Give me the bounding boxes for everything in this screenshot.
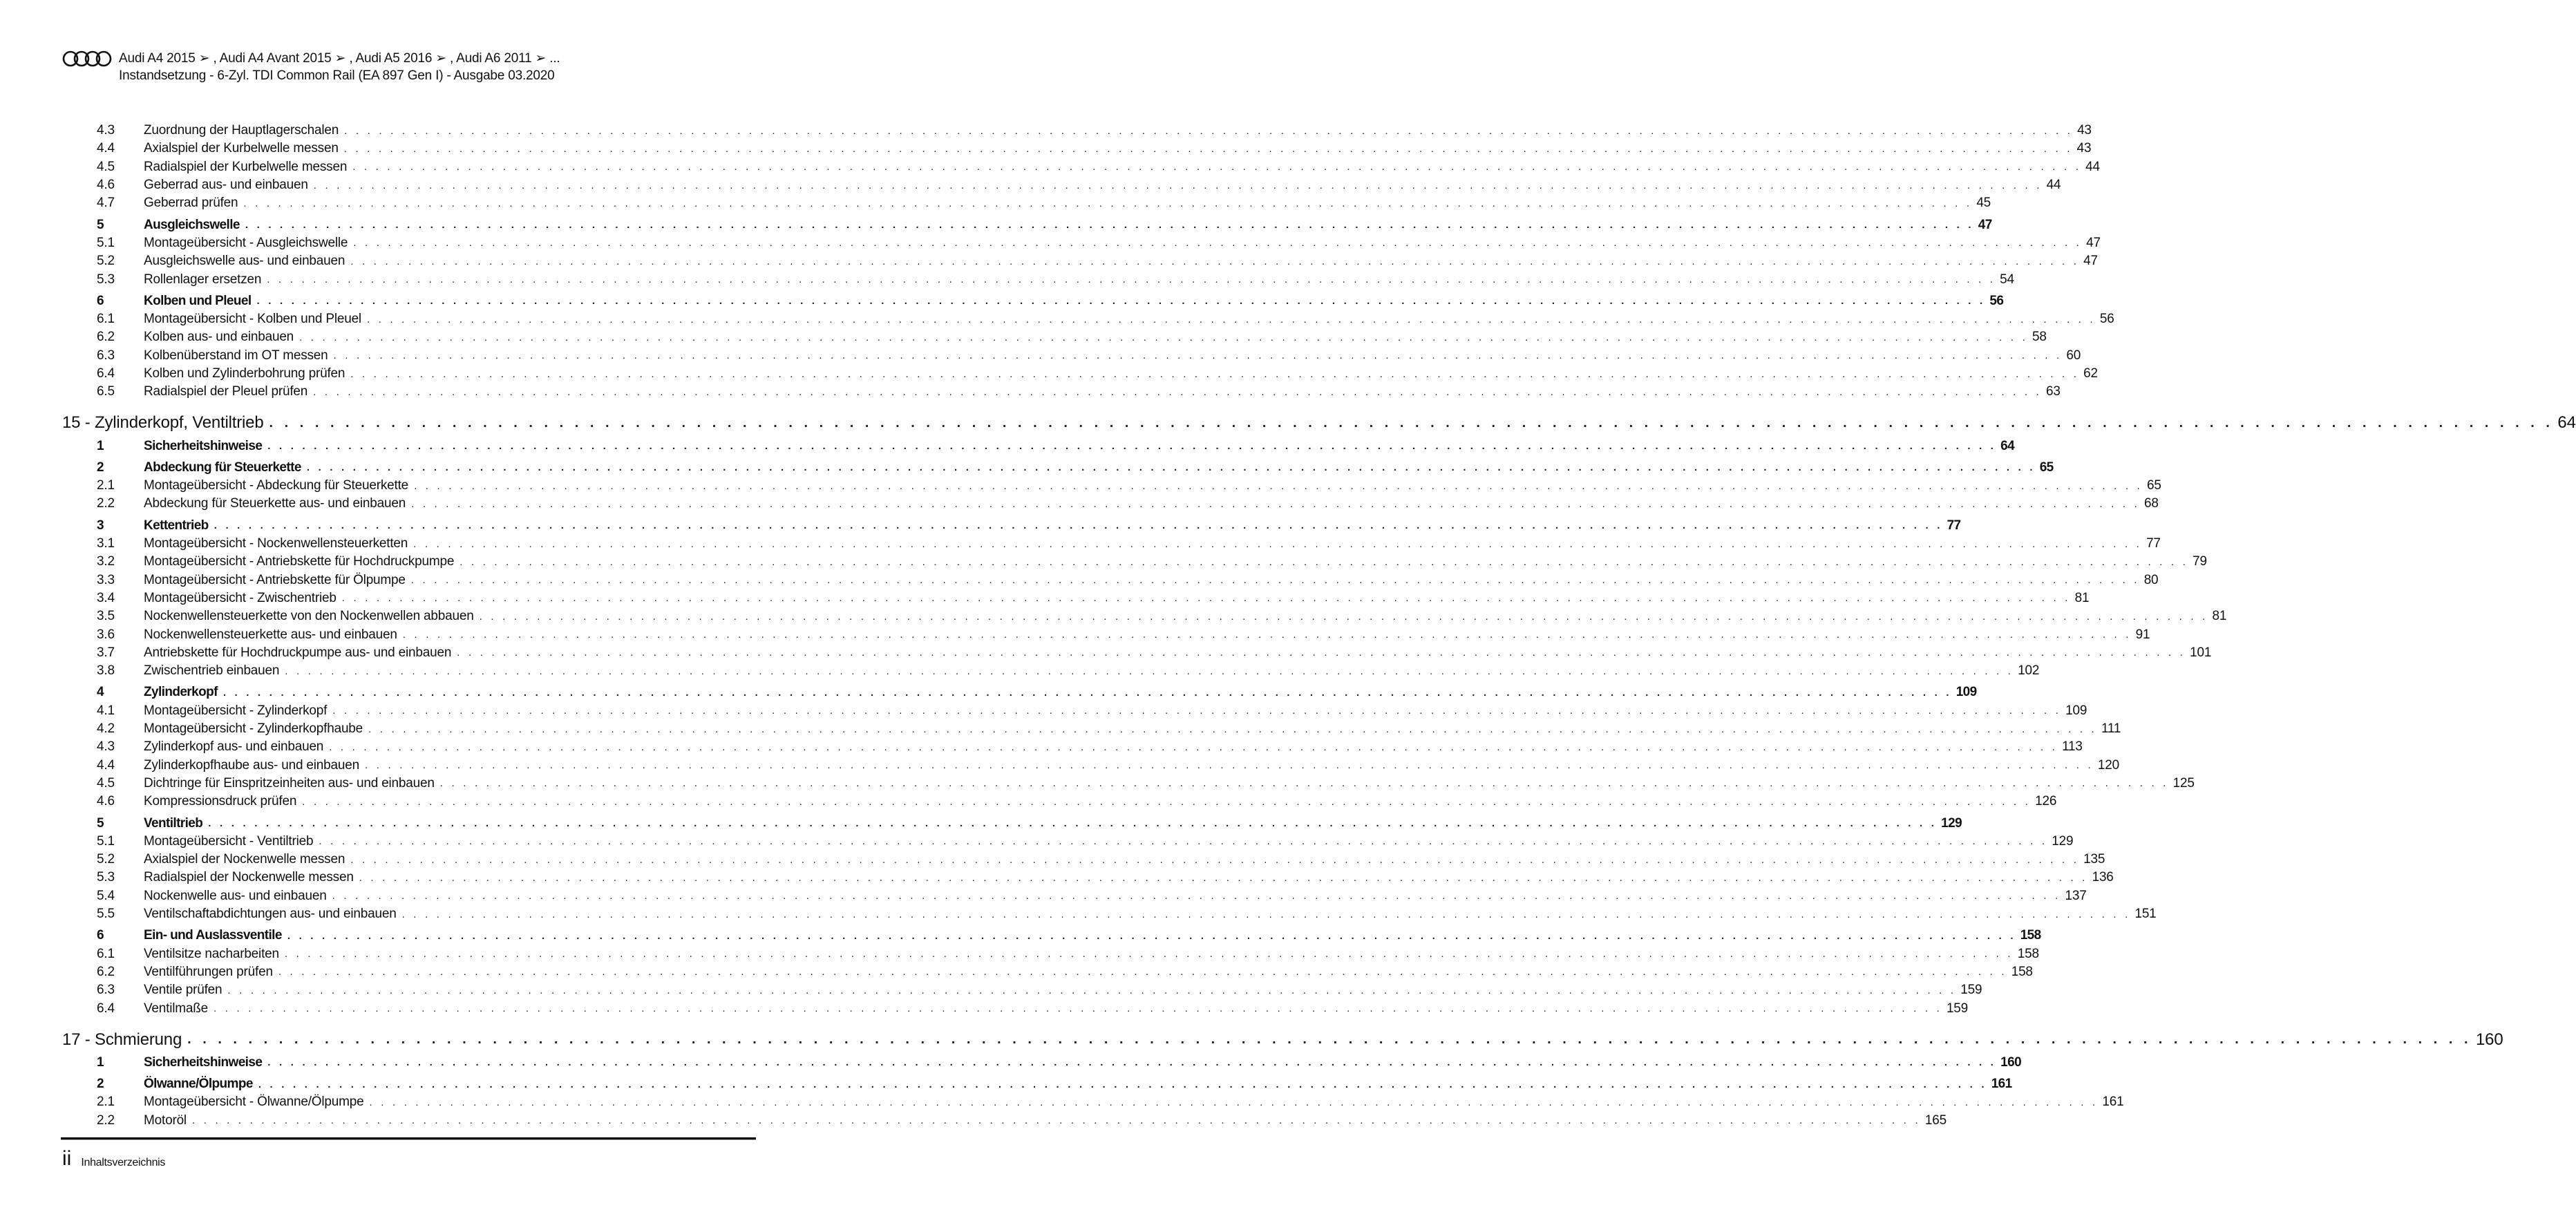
dot-leader: . . . . . . . . . . . . . . . . . . . . . . . . . . . . . . . . . . . . . . . . . . . . . . . . . . . . . . . . . . . . . . . . . . . . . . . . . . . . . . . . . . . . . . . . . . . . . . . . . . . . . . . . . . . . . . . . . . . . . . . . . . . . . . . . . . . . . . . . . . . . . . . . . . . . . . (359, 871, 2088, 884)
toc-entry[interactable] (62, 571, 2159, 589)
dot-leader: . . . . . . . . . . . . . . . . . . . . . . . . . . . . . . . . . . . . . . . . . . . . . . . . . . . . . . . . . . . . . . . . . . . . . . . . . . . . . . . . . . . . . . . . . . . . . . . . . . . . . . . . . . . . . . . . . . . . . . . . . . . . . . . . . . . . . . . . . . . . . . . . . . . . . . (299, 331, 2028, 343)
page-footer (62, 1148, 165, 1169)
entry-page: 81 (2074, 590, 2090, 605)
dot-leader: . . . . . . . . . . . . . . . . . . . . . . . . . . . . . . . . . . . . . . . . . . . . . . . . . . . . . . . . . . . . . . . . . . . . . . . . . . . . . . . . . . . . . . . . . . . . . . . . . . . . . . . . . . . . . . . . . . . . . . . . . . . . . . . . . . . . . . . . . . . . . . . . . . . . . . (413, 538, 2143, 550)
entry-number: 2 (97, 1077, 104, 1092)
dot-leader: . . . . . . . . . . . . . . . . . . . . . . . . . . . . . . . . . . . . . . . . . . . . . . . . . . . . . . . . . . . . . . . . . . . . . . . . . . . . . . . . . . . . . . . . . . . . . . . . . . . . . . . . . . . . . . . . . . . . . . . . . . . . . . . . . . . . . . . . . . . . . . . . . . . . . . (267, 440, 1997, 453)
entry-title: Ventilmaße (144, 1001, 209, 1016)
toc-section[interactable] (62, 927, 2041, 945)
toc-section[interactable] (62, 683, 1977, 701)
entry-title: Ein- und Auslassventile (144, 928, 282, 943)
entry-title: Radialspiel der Kurbelwelle messen (144, 159, 348, 174)
entry-page: 129 (2052, 833, 2074, 849)
dot-leader: . . . . . . . . . . . . . . . . . . . . . . . . . . . . . . . . . . . . . . . . . . . . . . . . . . . . . . . . . . . . . . . . . . . . . . . . . . . . . . . . . . . . . . . . . . . . . . . . . . . . . . . . . . . . . . . . . . . . . . . . . . . . . . . . . . . . . . . . . . . . . . . . . . . . . . (350, 368, 2080, 380)
entry-page: 80 (2143, 572, 2159, 587)
entry-page: 109 (1955, 685, 1977, 700)
page-number: ii (62, 1147, 72, 1170)
toc-entry[interactable] (62, 122, 2092, 140)
dot-leader: . . . . . . . . . . . . . . . . . . . . . . . . . . . . . . . . . . . . . . . . . . . . . . . . . . . . . . . . . . . . . . . . . . . . . . . . . . . . . . . . . . . . . . . . . . . . . . . . . . . . . . . . . . . . . . . . . . . . . . . . . . . . . . . . . . . . . . . . . . . . . . . . . . . . . . (284, 948, 2014, 960)
entry-title: Nockenwellensteuerkette aus- und einbauen (144, 627, 397, 642)
dot-leader: . . . . . . . . . . . . . . . . . . . . . . . . . . . . . . . . . . . . . . . . . . . . . . . . . . . . . . . . . . . . . . . . . . . . . . . . . . . . . . . . . . . . . . . . . . . . . . . . . . . . . . . . . . . . . . . . . . . . . . . . . . . . . . . . . . . . . . . . . . . . . . . . . . . . . . (258, 1078, 1987, 1090)
entry-title: Montageübersicht - Ventiltrieb (144, 833, 314, 849)
entry-page: 43 (2076, 141, 2092, 156)
dot-leader: . . . . . . . . . . . . . . . . . . . . . . . . . . . . . . . . . . . . . . . . . . . . . . . . . . . . . . . . . . . . . . . . . . . . . . . . . . . . . . . . . . . . . . . . . . . . . . . . . . . . . . . . . . . . . . . . . . . . . . . . . . . . . . . . . . . . . . . . . . . . . . . . . . . . . . (319, 835, 2048, 848)
entry-number: 5 (97, 815, 104, 831)
toc-entry[interactable] (62, 833, 2074, 851)
dot-leader: . . . . . . . . . . . . . . . . . . . . . . . . . . . . . . . . . . . . . . . . . . . . . . . . . . . . . . . . . . . . . . . . . . . . . . . . . . . . . . . . . . . . . . . . . . . . . . . . . . . . . . . . . . . . . . . . . . . . . . . . . . . . . . . . . . . . . . . . . . . . . . . . . . . . . . (411, 498, 2140, 510)
toc-entry[interactable] (62, 270, 2014, 288)
toc-entry[interactable] (62, 607, 2227, 625)
toc-entry[interactable] (62, 194, 1991, 212)
toc-entry[interactable] (62, 495, 2159, 513)
entry-title: Ausgleichswelle aus- und einbauen (144, 254, 345, 269)
entry-number: 4.3 (97, 123, 115, 138)
entry-page: 63 (2046, 384, 2061, 399)
entry-number: 6 (97, 293, 104, 308)
toc-section[interactable] (62, 292, 2004, 310)
entry-title: Montageübersicht - Ausgleichswelle (144, 235, 348, 250)
entry-title: Geberrad aus- und einbauen (144, 178, 308, 193)
entry-title: Axialspiel der Kurbelwelle messen (144, 141, 339, 156)
toc-section[interactable] (62, 814, 1962, 832)
entry-number: 2.1 (97, 1095, 115, 1110)
entry-page: 160 (2000, 1054, 2022, 1070)
entry-title: Montageübersicht - Zwischentrieb (144, 590, 337, 605)
toc-section[interactable] (62, 216, 1992, 234)
table-of-contents (62, 122, 2576, 1130)
toc-entry[interactable] (62, 158, 2100, 176)
entry-number: 6 (97, 928, 104, 943)
dot-leader: . . . . . . . . . . . . . . . . . . . . . . . . . . . . . . . . . . . . . . . . . . . . . . . . . . . . . . . . . . . . . . . . . . . . . . . . . . . . . . . . . . . . . . . . . . . . . . . . . . . . . . . . . . . . . . . . . . . . . . . . . . . . . . . . . . . . . . . . . . . . . . . . . . . . . . (457, 647, 2186, 659)
dot-leader: . . . . . . . . . . . . . . . . . . . . . . . . . . . . . . . . . . . . . . . . . . . . . . . . . . . . . . . . . . . . . . . . . . . . . . . . . . . . . . . . . . . . . . . . . . . . . . . . . . . . . . . . . . . . . . . . . . . . . . . . . . . . . . . . . . . . . . . . . . . . . . . . . . . . . . (333, 350, 2063, 362)
dot-leader: . . . . . . . . . . . . . . . . . . . . . . . . . . . . . . . . . . . . . . . . . . . . . . . . . . . . . . . . . . . . . . . . . . . . . . . . . . . . . . . . . . . . . . . . . . . . . . . . . . . . . . . . . . . . . . . . . . . . . . . . . . . . . . . . . . . . . . . . . . . . . . . . . . . . . . (350, 255, 2080, 267)
dot-leader: . . . . . . . . . . . . . . . . . . . . . . . . . . . . . . . . . . . . . . . . . . . . . . . . . . . . . . . . . . . . . . . . . . . . . . . . . . . . . . . . . . . . . . . . . . . . . . . . . . . . . . . . . . . . . . . . . . . . . . . . . . . . . . . . . . . . . . . . . . . . . . . . . . . . . . (245, 219, 1974, 231)
toc-entry[interactable] (62, 535, 2161, 553)
entry-page: 65 (2039, 460, 2054, 475)
entry-title: Montageübersicht - Zylinderkopf (144, 703, 328, 718)
entry-number: 2.2 (97, 1112, 115, 1128)
dot-leader: . . . . . . . . . . . . . . . . . . . . . . . . . . . . . . . . . . . . . . . . . . . . . . . . . . . . . . . . . . . . . . . . . . . . . . . . . . . . . . . . . . . . . . . . . . . . . . . . . . . . . . . . . . . . . . . . . . . . . . . . . . . . . . . . . . . . . . . . . . . . . . . . . . . . . . (479, 610, 2208, 623)
entry-title: Ölwanne/Ölpumpe (144, 1077, 253, 1092)
dot-leader: . . . . . . . . . . . . . . . . . . . . . . . . . . . . . . . . . . . . . . . . . . . . . . . . . . . . . . . . . . . . . . . . . . . . . . . . . . . . . . . . . . . . . . . . . . . . . . . . . . . . . . . . . . . . . . . . . . . . . . . . . . . . . . . . . . . . . . . . . . . . . . . . . . . . . . (187, 1032, 2472, 1048)
entry-title: Sicherheitshinweise (144, 438, 263, 453)
entry-title: Axialspiel der Nockenwelle messen (144, 852, 345, 867)
dot-leader: . . . . . . . . . . . . . . . . . . . . . . . . . . . . . . . . . . . . . . . . . . . . . . . . . . . . . . . . . . . . . . . . . . . . . . . . . . . . . . . . . . . . . . . . . . . . . . . . . . . . . . . . . . . . . . . . . . . . . . . . . . . . . . . . . . . . . . . . . . . . . . . . . . . . . . (350, 853, 2080, 866)
dot-leader: . . . . . . . . . . . . . . . . . . . . . . . . . . . . . . . . . . . . . . . . . . . . . . . . . . . . . . . . . . . . . . . . . . . . . . . . . . . . . . . . . . . . . . . . . . . . . . . . . . . . . . . . . . . . . . . . . . . . . . . . . . . . . . . . . . . . . . . . . . . . . . . . . . . . . . (278, 966, 2007, 978)
entry-number: 6.3 (97, 348, 115, 363)
entry-number: 6.4 (97, 1001, 115, 1016)
entry-page: 47 (2086, 235, 2101, 250)
entry-page: 54 (2000, 272, 2014, 287)
entry-page: 65 (2146, 478, 2161, 493)
entry-page: 60 (2066, 348, 2081, 363)
entry-number: 1 (97, 438, 104, 453)
dot-leader: . . . . . . . . . . . . . . . . . . . . . . . . . . . . . . . . . . . . . . . . . . . . . . . . . . . . . . . . . . . . . . . . . . . . . . . . . . . . . . . . . . . . . . . . . . . . . . . . . . . . . . . . . . . . . . . . . . . . . . . . . . . . . . . . . . . . . . . . . . . . . . . . . . . . . . (306, 462, 2036, 474)
audi-rings-logo (62, 50, 112, 68)
entry-page: 68 (2143, 496, 2159, 511)
dot-leader: . . . . . . . . . . . . . . . . . . . . . . . . . . . . . . . . . . . . . . . . . . . . . . . . . . . . . . . . . . . . . . . . . . . . . . . . . . . . . . . . . . . . . . . . . . . . . . . . . . . . . . . . . . . . . . . . . . . . . . . . . . . . . . . . . . . . . . . . . . . . . . . . . . . . . . (439, 777, 2169, 790)
dot-leader: . . . . . . . . . . . . . . . . . . . . . . . . . . . . . . . . . . . . . . . . . . . . . . . . . . . . . . . . . . . . . . . . . . . . . . . . . . . . . . . . . . . . . . . . . . . . . . . . . . . . . . . . . . . . . . . . . . . . . . . . . . . . . . . . . . . . . . . . . . . . . . . . . . . . . . (329, 741, 2058, 753)
entry-title: Motoröl (144, 1112, 187, 1128)
dot-leader: . . . . . . . . . . . . . . . . . . . . . . . . . . . . . . . . . . . . . . . . . . . . . . . . . . . . . . . . . . . . . . . . . . . . . . . . . . . . . . . . . . . . . . . . . . . . . . . . . . . . . . . . . . . . . . . . . . . . . . . . . . . . . . . . . . . . . . . . . . . . . . . . . . . . . . (341, 592, 2071, 605)
dot-leader: . . . . . . . . . . . . . . . . . . . . . . . . . . . . . . . . . . . . . . . . . . . . . . . . . . . . . . . . . . . . . . . . . . . . . . . . . . . . . . . . . . . . . . . . . . . . . . . . . . . . . . . . . . . . . . . . . . . . . . . . . . . . . . . . . . . . . . . . . . . . . . . . . . . . . . (353, 237, 2083, 249)
entry-title: Montageübersicht - Antriebskette für Ölpumpe (144, 572, 406, 587)
entry-title: Montageübersicht - Nockenwellensteuerketten (144, 536, 408, 551)
toc-chapter[interactable] (62, 413, 2576, 433)
entry-page: 64 (2000, 438, 2015, 453)
dot-leader: . . . . . . . . . . . . . . . . . . . . . . . . . . . . . . . . . . . . . . . . . . . . . . . . . . . . . . . . . . . . . . . . . . . . . . . . . . . . . . . . . . . . . . . . . . . . . . . . . . . . . . . . . . . . . . . . . . . . . . . . . . . . . . . . . . . . . . . . . . . . . . . . . . . . . . (410, 574, 2140, 587)
entry-title: Montageübersicht - Ölwanne/Ölpumpe (144, 1095, 364, 1110)
entry-title: Zuordnung der Hauptlagerschalen (144, 123, 339, 138)
entry-title: Montageübersicht - Abdeckung für Steuerkette (144, 478, 409, 493)
entry-title: Nockenwellensteuerkette von den Nockenwellen abbauen (144, 609, 474, 624)
entry-number: 3.3 (97, 572, 115, 587)
entry-page: 159 (1960, 983, 1982, 998)
toc-entry[interactable] (62, 176, 2061, 194)
dot-leader: . . . . . . . . . . . . . . . . . . . . . . . . . . . . . . . . . . . . . . . . . . . . . . . . . . . . . . . . . . . . . . . . . . . . . . . . . . . . . . . . . . . . . . . . . . . . . . . . . . . . . . . . . . . . . . . . . . . . . . . . . . . . . . . . . . . . . . . . . . . . . . . . . . . . . . (460, 556, 2189, 568)
entry-title: Zwischentrieb einbauen (144, 663, 280, 679)
toc-entry[interactable] (62, 477, 2161, 495)
entry-number: 3 (97, 518, 104, 533)
dot-leader: . . . . . . . . . . . . . . . . . . . . . . . . . . . . . . . . . . . . . . . . . . . . . . . . . . . . . . . . . . . . . . . . . . . . . . . . . . . . . . . . . . . . . . . . . . . . . . . . . . . . . . . . . . . . . . . . . . . . . . . . . . . . . . . . . . . . . . . . . . . . . . . . . . . . . . (369, 1096, 2099, 1108)
entry-page: 44 (2085, 159, 2100, 174)
entry-title: Ventilschaftabdichtungen aus- und einbauen (144, 907, 397, 922)
toc-entry[interactable] (62, 720, 2121, 738)
entry-page: 151 (2134, 907, 2157, 922)
entry-page: 77 (1947, 518, 1961, 533)
dot-leader: . . . . . . . . . . . . . . . . . . . . . . . . . . . . . . . . . . . . . . . . . . . . . . . . . . . . . . . . . . . . . . . . . . . . . . . . . . . . . . . . . . . . . . . . . . . . . . . . . . . . . . . . . . . . . . . . . . . . . . . . . . . . . . . . . . . . . . . . . . . . . . . . . . . . . . (222, 686, 1952, 699)
entry-number: 1 (97, 1054, 104, 1070)
entry-title: 17 - Schmierung (62, 1030, 182, 1049)
entry-page: 44 (2046, 178, 2061, 193)
toc-section[interactable] (62, 437, 2015, 455)
entry-page: 56 (1989, 293, 2004, 308)
toc-entry[interactable] (62, 793, 2057, 811)
entry-number: 6.1 (97, 946, 115, 961)
dot-leader: . . . . . . . . . . . . . . . . . . . . . . . . . . . . . . . . . . . . . . . . . . . . . . . . . . . . . . . . . . . . . . . . . . . . . . . . . . . . . . . . . . . . . . . . . . . . . . . . . . . . . . . . . . . . . . . . . . . . . . . . . . . . . . . . . . . . . . . . . . . . . . . . . . . . . . (214, 520, 1943, 532)
entry-number: 6.2 (97, 964, 115, 979)
dot-leader: . . . . . . . . . . . . . . . . . . . . . . . . . . . . . . . . . . . . . . . . . . . . . . . . . . . . . . . . . . . . . . . . . . . . . . . . . . . . . . . . . . . . . . . . . . . . . . . . . . . . . . . . . . . . . . . . . . . . . . . . . . . . . . . . . . . . . . . . . . . . . . . . . . . . . . (227, 984, 1957, 996)
entry-number: 5.2 (97, 254, 115, 269)
entry-title: Kettentrieb (144, 518, 209, 533)
entry-page: 137 (2065, 888, 2087, 903)
entry-number: 3.2 (97, 554, 115, 569)
entry-number: 5.3 (97, 272, 115, 287)
entry-page: 81 (2212, 609, 2227, 624)
entry-number: 5.1 (97, 833, 115, 849)
entry-number: 3.4 (97, 590, 115, 605)
entry-title: Ventilführungen prüfen (144, 964, 273, 979)
entry-number: 4.4 (97, 757, 115, 773)
entry-page: 136 (2092, 870, 2114, 885)
entry-page: 77 (2146, 536, 2161, 551)
entry-page: 125 (2172, 775, 2195, 790)
entry-page: 120 (2097, 757, 2120, 773)
entry-title: Abdeckung für Steuerkette aus- und einbauen (144, 496, 406, 511)
entry-number: 3.7 (97, 645, 115, 660)
entry-page: 91 (2135, 627, 2150, 642)
dot-leader: . . . . . . . . . . . . . . . . . . . . . . . . . . . . . . . . . . . . . . . . . . . . . . . . . . . . . . . . . . . . . . . . . . . . . . . . . . . . . . . . . . . . . . . . . . . . . . . . . . . . . . . . . . . . . . . . . . . . . . . . . . . . . . . . . . . . . . . . . . . . . . . . . . . . . . (302, 795, 2032, 808)
toc-section[interactable] (62, 517, 1961, 535)
entry-title: Kolben und Pleuel (144, 293, 252, 308)
toc-entry[interactable] (62, 1093, 2124, 1111)
dot-leader: . . . . . . . . . . . . . . . . . . . . . . . . . . . . . . . . . . . . . . . . . . . . . . . . . . . . . . . . . . . . . . . . . . . . . . . . . . . . . . . . . . . . . . . . . . . . . . . . . . . . . . . . . . . . . . . . . . . . . . . . . . . . . . . . . . . . . . . . . . . . . . . . . . . . . . (402, 629, 2132, 641)
entry-page: 79 (2193, 554, 2207, 569)
dot-leader: . . . . . . . . . . . . . . . . . . . . . . . . . . . . . . . . . . . . . . . . . . . . . . . . . . . . . . . . . . . . . . . . . . . . . . . . . . . . . . . . . . . . . . . . . . . . . . . . . . . . . . . . . . . . . . . . . . . . . . . . . . . . . . . . . . . . . . . . . . . . . . . . . . . . . . (332, 705, 2062, 717)
entry-title: Kolben und Zylinderbohrung prüfen (144, 366, 345, 381)
toc-entry[interactable] (62, 702, 2087, 720)
toc-entry[interactable] (62, 234, 2101, 252)
header-subtitle: Instandsetzung - 6-Zyl. TDI Common Rail (EA 897 Gen I) - Ausgabe 03.2020 (119, 68, 555, 83)
dot-leader: . . . . . . . . . . . . . . . . . . . . . . . . . . . . . . . . . . . . . . . . . . . . . . . . . . . . . . . . . . . . . . . . . . . . . . . . . . . . . . . . . . . . . . . . . . . . . . . . . . . . . . . . . . . . . . . . . . . . . . . . . . . . . . . . . . . . . . . . . . . . . . . . . . . . . . (313, 386, 2043, 398)
dot-leader: . . . . . . . . . . . . . . . . . . . . . . . . . . . . . . . . . . . . . . . . . . . . . . . . . . . . . . . . . . . . . . . . . . . . . . . . . . . . . . . . . . . . . . . . . . . . . . . . . . . . . . . . . . . . . . . . . . . . . . . . . . . . . . . . . . . . . . . . . . . . . . . . . . . . . . (368, 723, 2097, 735)
entry-page: 160 (2476, 1030, 2503, 1049)
dot-leader: . . . . . . . . . . . . . . . . . . . . . . . . . . . . . . . . . . . . . . . . . . . . . . . . . . . . . . . . . . . . . . . . . . . . . . . . . . . . . . . . . . . . . . . . . . . . . . . . . . . . . . . . . . . . . . . . . . . . . . . . . . . . . . . . . . . . . . . . . . . . . . . . . . . . . . (344, 124, 2074, 137)
footer-divider (61, 1137, 756, 1140)
entry-page: 64 (2557, 413, 2576, 433)
dot-leader: . . . . . . . . . . . . . . . . . . . . . . . . . . . . . . . . . . . . . . . . . . . . . . . . . . . . . . . . . . . . . . . . . . . . . . . . . . . . . . . . . . . . . . . . . . . . . . . . . . . . . . . . . . . . . . . . . . . . . . . . . . . . . . . . . . . . . . . . . . . . . . . . . . . . . . (256, 295, 1986, 307)
toc-entry[interactable] (62, 252, 2098, 270)
entry-title: Zylinderkopf aus- und einbauen (144, 739, 324, 755)
entry-title: Antriebskette für Hochdruckpumpe aus- und einbauen (144, 645, 452, 660)
entry-number: 6.4 (97, 366, 115, 381)
entry-number: 6.5 (97, 384, 115, 399)
entry-page: 62 (2083, 366, 2098, 381)
entry-number: 6.3 (97, 983, 115, 998)
entry-number: 3.1 (97, 536, 115, 551)
entry-number: 2.1 (97, 478, 115, 493)
entry-page: 159 (1946, 1001, 1969, 1016)
dot-leader: . . . . . . . . . . . . . . . . . . . . . . . . . . . . . . . . . . . . . . . . . . . . . . . . . . . . . . . . . . . . . . . . . . . . . . . . . . . . . . . . . . . . . . . . . . . . . . . . . . . . . . . . . . . . . . . . . . . . . . . . . . . . . . . . . . . . . . . . . . . . . . . . . . . . . . (332, 890, 2061, 902)
entry-number: 6.1 (97, 312, 115, 327)
entry-number: 5.5 (97, 907, 115, 922)
entry-page: 56 (2099, 312, 2114, 327)
footer-label: Inhaltsverzeichnis (81, 1157, 166, 1168)
dot-leader: . . . . . . . . . . . . . . . . . . . . . . . . . . . . . . . . . . . . . . . . . . . . . . . . . . . . . . . . . . . . . . . . . . . . . . . . . . . . . . . . . . . . . . . . . . . . . . . . . . . . . . . . . . . . . . . . . . . . . . . . . . . . . . . . . . . . . . . . . . . . . . . . . . . . . . (287, 929, 2016, 942)
entry-page: 45 (1976, 196, 1991, 211)
toc-entry[interactable] (62, 589, 2090, 607)
entry-page: 161 (2102, 1095, 2124, 1110)
toc-entry[interactable] (62, 851, 2105, 869)
entry-title: Rollenlager ersetzen (144, 272, 262, 287)
entry-title: Nockenwelle aus- und einbauen (144, 888, 327, 903)
entry-title: Ventilsitze nacharbeiten (144, 946, 279, 961)
toc-entry[interactable] (62, 383, 2061, 401)
toc-entry[interactable] (62, 328, 2047, 346)
entry-number: 4.5 (97, 159, 115, 174)
entry-title: Radialspiel der Pleuel prüfen (144, 384, 308, 399)
dot-leader: . . . . . . . . . . . . . . . . . . . . . . . . . . . . . . . . . . . . . . . . . . . . . . . . . . . . . . . . . . . . . . . . . . . . . . . . . . . . . . . . . . . . . . . . . . . . . . . . . . . . . . . . . . . . . . . . . . . . . . . . . . . . . . . . . . . . . . . . . . . . . . . . . . . . . . (269, 415, 2554, 430)
entry-number: 4.1 (97, 703, 115, 718)
toc-entry[interactable] (62, 1112, 1947, 1130)
toc-entry[interactable] (62, 347, 2081, 365)
toc-entry[interactable] (62, 662, 2040, 680)
dot-leader: . . . . . . . . . . . . . . . . . . . . . . . . . . . . . . . . . . . . . . . . . . . . . . . . . . . . . . . . . . . . . . . . . . . . . . . . . . . . . . . . . . . . . . . . . . . . . . . . . . . . . . . . . . . . . . . . . . . . . . . . . . . . . . . . . . . . . . . . . . . . . . . . . . . . . . (313, 179, 2043, 191)
entry-page: 158 (2017, 946, 2039, 961)
toc-entry[interactable] (62, 310, 2114, 328)
toc-entry[interactable] (62, 365, 2098, 383)
entry-number: 2.2 (97, 496, 115, 511)
entry-page: 129 (1941, 815, 1962, 831)
toc-entry[interactable] (62, 869, 2114, 887)
entry-title: Zylinderkopfhaube aus- und einbauen (144, 757, 360, 773)
entry-page: 113 (2062, 739, 2083, 755)
entry-number: 4.7 (97, 196, 115, 211)
dot-leader: . . . . . . . . . . . . . . . . . . . . . . . . . . . . . . . . . . . . . . . . . . . . . . . . . . . . . . . . . . . . . . . . . . . . . . . . . . . . . . . . . . . . . . . . . . . . . . . . . . . . . . . . . . . . . . . . . . . . . . . . . . . . . . . . . . . . . . . . . . . . . . . . . . . . . . (343, 142, 2073, 155)
toc-entry[interactable] (62, 757, 2120, 775)
entry-title: Zylinderkopf (144, 685, 218, 700)
dot-leader: . . . . . . . . . . . . . . . . . . . . . . . . . . . . . . . . . . . . . . . . . . . . . . . . . . . . . . . . . . . . . . . . . . . . . . . . . . . . . . . . . . . . . . . . . . . . . . . . . . . . . . . . . . . . . . . . . . . . . . . . . . . . . . . . . . . . . . . . . . . . . . . . . . . . . . (214, 1003, 1942, 1014)
entry-title: Dichtringe für Einspritzeinheiten aus- und einbauen (144, 775, 435, 790)
dot-leader: . . . . . . . . . . . . . . . . . . . . . . . . . . . . . . . . . . . . . . . . . . . . . . . . . . . . . . . . . . . . . . . . . . . . . . . . . . . . . . . . . . . . . . . . . . . . . . . . . . . . . . . . . . . . . . . . . . . . . . . . . . . . . . . . . . . . . . . . . . . . . . . . . . . . . . (285, 665, 2014, 677)
entry-page: 135 (2083, 852, 2105, 867)
entry-page: 158 (2020, 928, 2041, 943)
toc-entry[interactable] (62, 887, 2087, 905)
entry-title: Ventiltrieb (144, 815, 203, 831)
entry-title: Kolbenüberstand im OT messen (144, 348, 328, 363)
toc-entry[interactable] (62, 644, 2212, 662)
entry-number: 5.2 (97, 852, 115, 867)
entry-number: 4 (97, 685, 104, 700)
toc-entry[interactable] (62, 945, 2039, 963)
toc-entry[interactable] (62, 738, 2083, 756)
entry-page: 161 (1991, 1077, 2012, 1092)
page-header (62, 50, 560, 84)
toc-entry[interactable] (62, 140, 2092, 158)
entry-page: 58 (2032, 330, 2047, 345)
entry-page: 102 (2018, 663, 2040, 679)
entry-number: 5 (97, 217, 104, 232)
entry-title: 15 - Zylinderkopf, Ventiltrieb (62, 413, 264, 433)
entry-number: 3.8 (97, 663, 115, 679)
entry-number: 4.4 (97, 141, 115, 156)
entry-number: 4.3 (97, 739, 115, 755)
toc-entry[interactable] (62, 775, 2195, 793)
toc-entry[interactable] (62, 999, 1969, 1017)
entry-page: 47 (1978, 217, 1992, 232)
toc-section[interactable] (62, 1054, 2022, 1072)
dot-leader: . . . . . . . . . . . . . . . . . . . . . . . . . . . . . . . . . . . . . . . . . . . . . . . . . . . . . . . . . . . . . . . . . . . . . . . . . . . . . . . . . . . . . . . . . . . . . . . . . . . . . . . . . . . . . . . . . . . . . . . . . . . . . . . . . . . . . . . . . . . . . . . . . . . . . . (267, 274, 1996, 286)
entry-number: 6.2 (97, 330, 115, 345)
entry-title: Montageübersicht - Zylinderkopfhaube (144, 721, 363, 737)
entry-number: 4.6 (97, 794, 115, 809)
entry-number: 4.6 (97, 178, 115, 193)
entry-page: 165 (1924, 1112, 1947, 1128)
entry-page: 158 (2011, 964, 2033, 979)
entry-title: Montageübersicht - Kolben und Pleuel (144, 312, 361, 327)
entry-title: Kolben aus- und einbauen (144, 330, 294, 345)
entry-page: 47 (2083, 254, 2098, 269)
entry-title: Montageübersicht - Antriebskette für Hochdruckpumpe (144, 554, 455, 569)
entry-number: 5.4 (97, 888, 115, 903)
entry-page: 126 (2035, 794, 2057, 809)
dot-leader: . . . . . . . . . . . . . . . . . . . . . . . . . . . . . . . . . . . . . . . . . . . . . . . . . . . . . . . . . . . . . . . . . . . . . . . . . . . . . . . . . . . . . . . . . . . . . . . . . . . . . . . . . . . . . . . . . . . . . . . . . . . . . . . . . . . . . . . . . . . . . . . . . . . . . . (267, 1057, 1997, 1069)
entry-page: 111 (2101, 721, 2121, 737)
entry-number: 4.5 (97, 775, 115, 790)
dot-leader: . . . . . . . . . . . . . . . . . . . . . . . . . . . . . . . . . . . . . . . . . . . . . . . . . . . . . . . . . . . . . . . . . . . . . . . . . . . . . . . . . . . . . . . . . . . . . . . . . . . . . . . . . . . . . . . . . . . . . . . . . . . . . . . . . . . . . . . . . . . . . . . . . . . . . . (191, 1115, 1921, 1127)
entry-title: Sicherheitshinweise (144, 1054, 263, 1070)
dot-leader: . . . . . . . . . . . . . . . . . . . . . . . . . . . . . . . . . . . . . . . . . . . . . . . . . . . . . . . . . . . . . . . . . . . . . . . . . . . . . . . . . . . . . . . . . . . . . . . . . . . . . . . . . . . . . . . . . . . . . . . . . . . . . . . . . . . . . . . . . . . . . . . . . . . . . . (243, 197, 1973, 209)
entry-page: 43 (2077, 123, 2092, 138)
entry-page: 109 (2065, 703, 2087, 718)
entry-number: 3.6 (97, 627, 115, 642)
entry-title: Radialspiel der Nockenwelle messen (144, 870, 354, 885)
toc-entry[interactable] (62, 981, 1982, 999)
entry-page: 101 (2190, 645, 2212, 660)
dot-leader: . . . . . . . . . . . . . . . . . . . . . . . . . . . . . . . . . . . . . . . . . . . . . . . . . . . . . . . . . . . . . . . . . . . . . . . . . . . . . . . . . . . . . . . . . . . . . . . . . . . . . . . . . . . . . . . . . . . . . . . . . . . . . . . . . . . . . . . . . . . . . . . . . . . . . . (401, 908, 2131, 920)
entry-title: Ausgleichswelle (144, 217, 240, 232)
entry-number: 4.2 (97, 721, 115, 737)
entry-number: 3.5 (97, 609, 115, 624)
entry-number: 2 (97, 460, 104, 475)
toc-section[interactable] (62, 1075, 2012, 1093)
dot-leader: . . . . . . . . . . . . . . . . . . . . . . . . . . . . . . . . . . . . . . . . . . . . . . . . . . . . . . . . . . . . . . . . . . . . . . . . . . . . . . . . . . . . . . . . . . . . . . . . . . . . . . . . . . . . . . . . . . . . . . . . . . . . . . . . . . . . . . . . . . . . . . . . . . . . . . (365, 759, 2094, 772)
toc-chapter[interactable] (62, 1030, 2503, 1050)
toc-entry[interactable] (62, 905, 2157, 923)
entry-title: Abdeckung für Steuerkette (144, 460, 301, 475)
entry-title: Kompressionsdruck prüfen (144, 794, 297, 809)
entry-title: Geberrad prüfen (144, 196, 238, 211)
toc-entry[interactable] (62, 625, 2150, 643)
toc-entry[interactable] (62, 553, 2207, 571)
toc-section[interactable] (62, 459, 2054, 477)
header-models: Audi A4 2015 ➢ , Audi A4 Avant 2015 ➢ , Audi A5 2016 ➢ , Audi A6 2011 ➢ ... (119, 51, 560, 66)
dot-leader: . . . . . . . . . . . . . . . . . . . . . . . . . . . . . . . . . . . . . . . . . . . . . . . . . . . . . . . . . . . . . . . . . . . . . . . . . . . . . . . . . . . . . . . . . . . . . . . . . . . . . . . . . . . . . . . . . . . . . . . . . . . . . . . . . . . . . . . . . . . . . . . . . . . . . . (352, 161, 2082, 173)
entry-number: 5.3 (97, 870, 115, 885)
dot-leader: . . . . . . . . . . . . . . . . . . . . . . . . . . . . . . . . . . . . . . . . . . . . . . . . . . . . . . . . . . . . . . . . . . . . . . . . . . . . . . . . . . . . . . . . . . . . . . . . . . . . . . . . . . . . . . . . . . . . . . . . . . . . . . . . . . . . . . . . . . . . . . . . . . . . . . (414, 480, 2143, 492)
entry-title: Ventile prüfen (144, 983, 222, 998)
toc-entry[interactable] (62, 963, 2033, 981)
entry-number: 5.1 (97, 235, 115, 250)
dot-leader: . . . . . . . . . . . . . . . . . . . . . . . . . . . . . . . . . . . . . . . . . . . . . . . . . . . . . . . . . . . . . . . . . . . . . . . . . . . . . . . . . . . . . . . . . . . . . . . . . . . . . . . . . . . . . . . . . . . . . . . . . . . . . . . . . . . . . . . . . . . . . . . . . . . . . . (366, 313, 2096, 325)
dot-leader: . . . . . . . . . . . . . . . . . . . . . . . . . . . . . . . . . . . . . . . . . . . . . . . . . . . . . . . . . . . . . . . . . . . . . . . . . . . . . . . . . . . . . . . . . . . . . . . . . . . . . . . . . . . . . . . . . . . . . . . . . . . . . . . . . . . . . . . . . . . . . . . . . . . . . . (208, 817, 1938, 830)
